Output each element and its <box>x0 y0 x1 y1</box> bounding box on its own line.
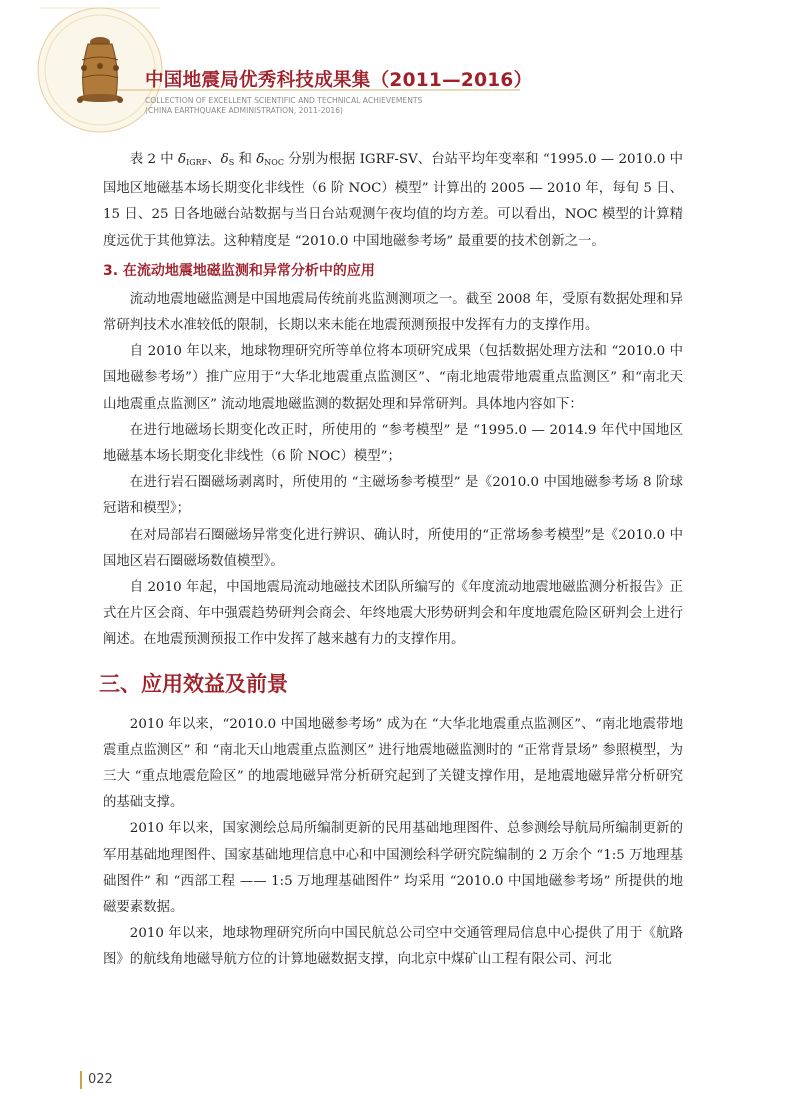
separator: 和 <box>234 152 257 167</box>
page-header <box>0 0 800 140</box>
body-paragraph: 自 2010 年起，中国地震局流动地磁技术团队所编写的《年度流动地震地磁监测分析报告》正式在片区会商、年中强震趋势研判会商会、年终地震大形势研判会和年度地震危险区研判会上进行阐述。在地震预测预报工作中发挥了越来越有力的支撑作用。 <box>103 580 683 648</box>
section-heading: 三、应用效益及前景 <box>99 671 288 696</box>
page-content <box>99 147 684 974</box>
body-paragraph: 在进行岩石圈磁场剥离时，所使用的 “主磁场参考模型” 是《2010.0 中国地磁参考场 8 阶球冠谐和模型》； <box>103 475 683 517</box>
intro-prefix: 表 2 中 <box>129 152 179 167</box>
body-paragraph: 2010 年以来，“2010.0 中国地磁参考场” 成为在 “大华北地震重点监测区”、“南北地震带地震重点监测区” 和 “南北天山地震重点监测区” 进行地震地磁监测时的 “正常背景场” 参照模型，为三大 “重点地震危险区” 的地震地磁异常分析研究起到了关键支撑作用，是地震地磁异常分析研究的基础支撑。 <box>103 716 683 811</box>
series-title: 中国地震局优秀科技成果集（2011—2016） <box>145 70 533 91</box>
series-title-en-line: COLLECTION OF EXCELLENT SCIENTIFIC AND TECHNICAL ACHIEVEMENTS <box>145 96 423 105</box>
subscript-noc: NOC <box>264 158 284 167</box>
intro-rest: 分别为根据 IGRF-SV、台站平均年变率和 “1995.0 — 2010.0 中国地区地磁基本场长期变化非线性（6 阶 NOC）模型” 计算出的 2005 — 2010 年，每旬 5 日、15 日、25 日各地磁台站数据与当日台站观测午夜均值的均方差。可以看出，NOC 模型的计算精度远优于其他算法。这种精度是 “2010.0 中国地磁参考场” 最重要的技术创新之一。 <box>103 152 684 249</box>
body-paragraph: 自 2010 年以来，地球物理研究所等单位将本项研究成果（包括数据处理方法和 “2010.0 中国地磁参考场”）推广应用于“大华北地震重点监测区”、“南北地震带地震重点监测区” 和“南北天山地震重点监测区” 流动地震地磁监测的数据处理和异常研判。具体地内容如下： <box>103 344 683 412</box>
body-paragraph: 流动地震地磁监测是中国地震局传统前兆监测测项之一。截至 2008 年，受原有数据处理和异常研判技术水准较低的限制，长期以来未能在地震预测预报中发挥有力的支撑作用。 <box>103 291 683 334</box>
separator: 、 <box>207 152 221 167</box>
body-paragraph: 在对局部岩石圈磁场异常变化进行辨识、确认时，所使用的“正常场参考模型”是《2010.0 中国地区岩石圈磁场数值模型》。 <box>103 527 683 569</box>
delta-symbol: δ <box>178 152 187 167</box>
body-paragraph: 2010 年以来，国家测绘总局所编制更新的民用基础地理图件、总参测绘导航局所编制更新的军用基础地理图件、国家基础地理信息中心和中国测绘科学研究院编制的 2 万余个 “1:5 万地理基础图件” 和 “西部工程 —— 1:5 万地理基础图件” 均采用 “2010.0 中国地磁参考场” 所提供的地磁要素数据。 <box>103 821 683 916</box>
series-title-en <box>145 96 505 115</box>
body-paragraph: 在进行地磁场长期变化改正时，所使用的 “参考模型” 是 “1995.0 — 2014.9 年代中国地区地磁基本场长期变化非线性（6 阶 NOC）模型”； <box>103 422 683 465</box>
subsection-heading: 3. 在流动地震地磁监测和异常分析中的应用 <box>103 262 375 279</box>
delta-symbol: δ <box>256 152 265 167</box>
body-paragraph: 2010 年以来，地球物理研究所向中国民航总公司空中交通管理局信息中心提供了用于《航路图》的航线角地磁导航方位的计算地磁数据支撑，向北京中煤矿山工程有限公司、河北 <box>103 926 683 968</box>
series-title-en-line: (CHINA EARTHQUAKE ADMINISTRATION, 2011-2016) <box>145 105 343 115</box>
intro-paragraph <box>103 147 683 255</box>
subscript-s: S <box>228 158 235 167</box>
subscript-igrf: IGRF <box>186 158 208 167</box>
delta-symbol: δ <box>220 152 229 167</box>
page-number: 022 <box>80 1071 113 1089</box>
